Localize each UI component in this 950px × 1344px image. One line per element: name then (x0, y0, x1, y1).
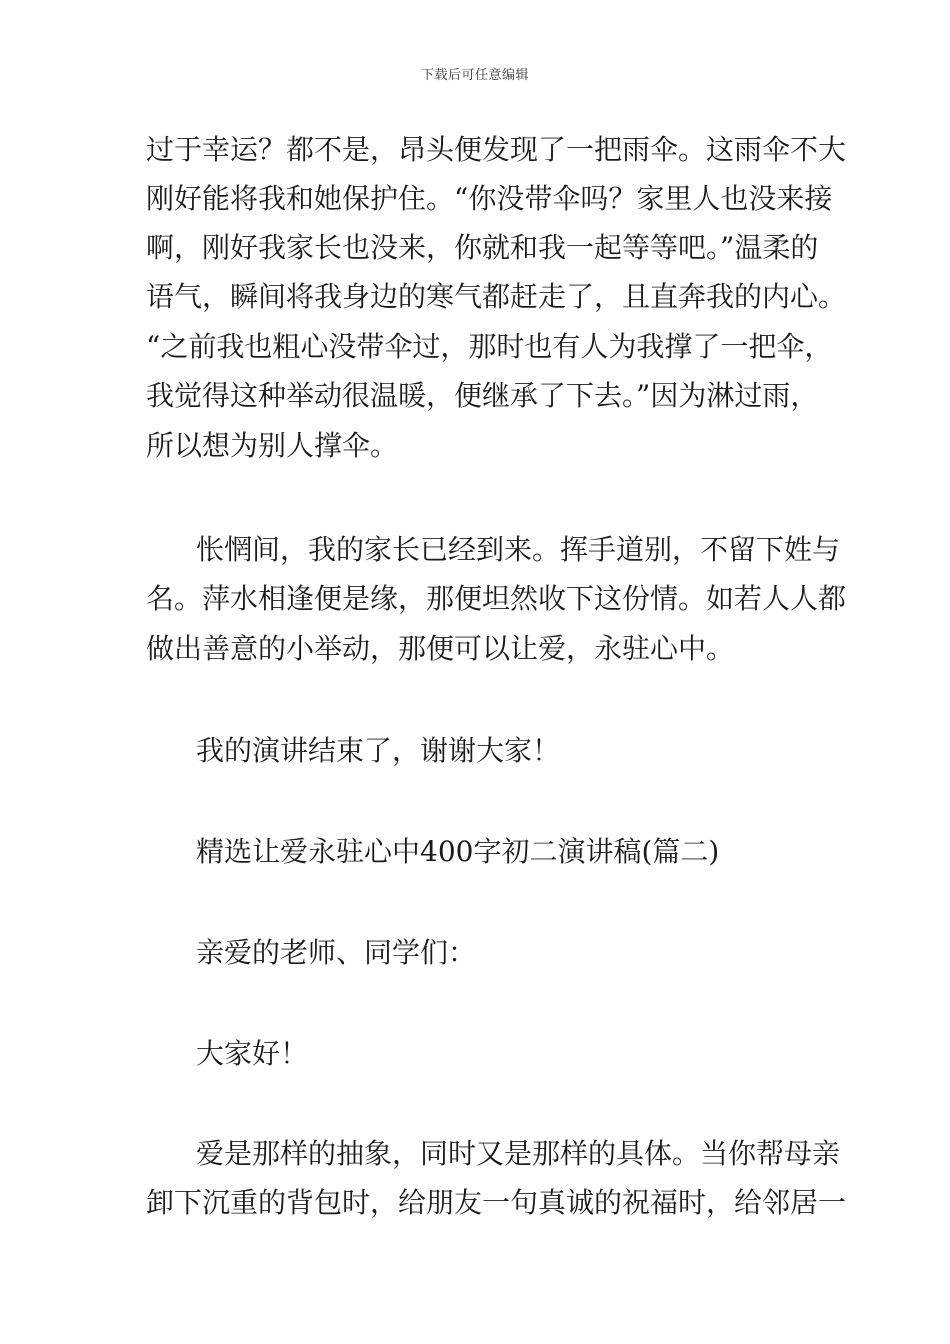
paragraph-line: 做出善意的小举动，那便可以让爱，永驻心中。 (146, 632, 735, 665)
paragraph-line: 怅惘间，我的家长已经到来。挥手道别，不留下姓与 (196, 533, 841, 566)
paragraph-line: 过于幸运？都不是，昂头便发现了一把雨伞。这雨伞不大 (146, 133, 847, 166)
page-header-note: 下载后可任意编辑 (420, 68, 529, 83)
paragraph-line: 我觉得这种举动很温暖，便继承了下去。”因为淋过雨， (146, 379, 819, 412)
salutation: 亲爱的老师、同学们： (196, 936, 477, 969)
paragraph-line: 刚好能将我和她保护住。“你没带伞吗？家里人也没来接 (146, 182, 833, 215)
greeting: 大家好！ (196, 1037, 309, 1070)
paragraph-line: 语气，瞬间将我身边的寒气都赶走了，且直奔我的内心。 (146, 280, 847, 313)
paragraph-line: 名。萍水相逢便是缘，那便坦然收下这份情。如若人人都 (146, 582, 847, 615)
section-title: 精选让爱永驻心中400字初二演讲稿(篇二) (196, 835, 720, 868)
paragraph-line: 卸下沉重的背包时，给朋友一句真诚的祝福时，给邻居一 (146, 1186, 847, 1219)
paragraph-line: “之前我也粗心没带伞过，那时也有人为我撑了一把伞， (146, 330, 833, 363)
closing-line: 我的演讲结束了，谢谢大家！ (196, 734, 561, 767)
paragraph-line: 所以想为别人撑伞。 (146, 429, 399, 462)
paragraph-line: 爱是那样的抽象，同时又是那样的具体。当你帮母亲 (196, 1137, 841, 1170)
paragraph-line: 啊，刚好我家长也没来，你就和我一起等等吧。”温柔的 (146, 231, 819, 264)
